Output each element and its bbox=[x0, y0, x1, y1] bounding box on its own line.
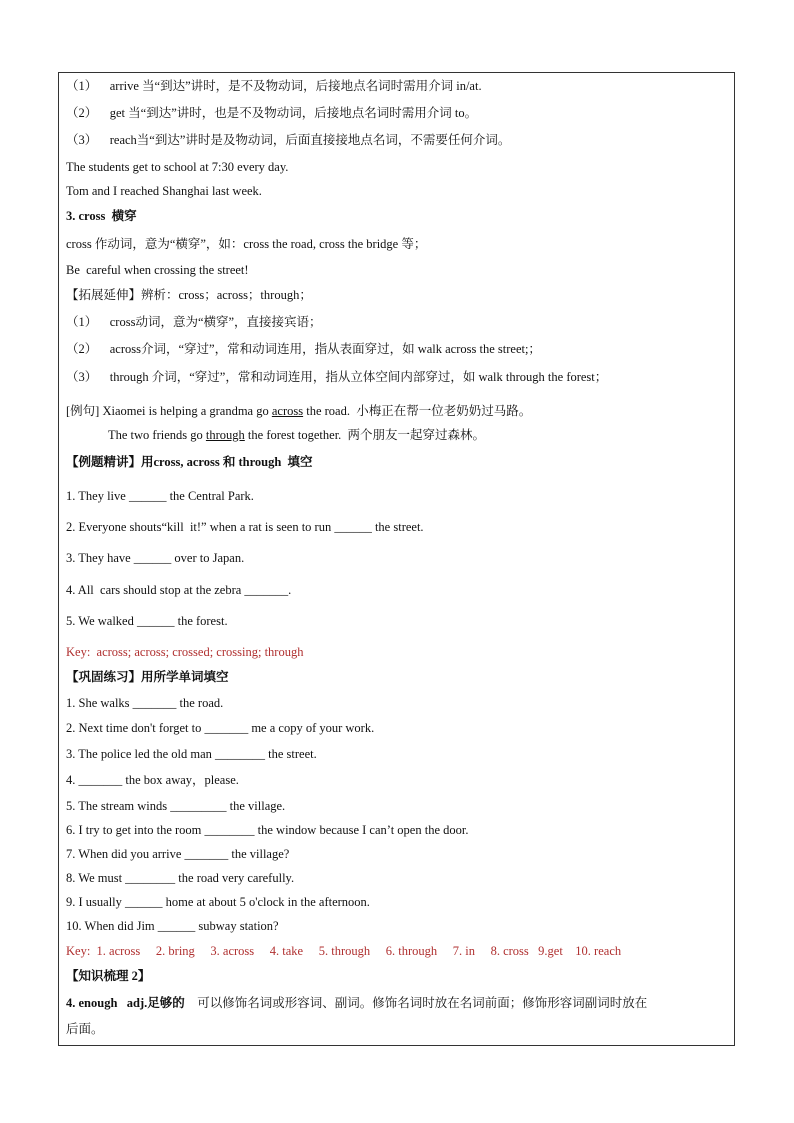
practice-question: 10. When did Jim ______ subway station? bbox=[66, 919, 279, 933]
practice-question: 2. Next time don't forget to _______ me a copy of your work. bbox=[66, 721, 375, 735]
rule-3: （3） reach当“到达”讲时是及物动词，后面直接接地点名词，不需要任何介词。 bbox=[66, 133, 511, 147]
practice-question: 5. The stream winds _________ the village. bbox=[66, 799, 286, 813]
enough-line: 4. enough adj.足够的 可以修饰名词或形容词、副词。修饰名词时放在名词前面；修饰形容词副词时放在 bbox=[66, 996, 648, 1010]
enough-line-continued: 后面。 bbox=[66, 1022, 104, 1036]
practice-question: 1. She walks _______ the road. bbox=[66, 696, 224, 710]
example-sentence-2: Tom and I reached Shanghai last week. bbox=[66, 184, 262, 198]
distinction-2: （2） across介词，“穿过”，常和动词连用，指从表面穿过，如 walk across the street;； bbox=[66, 342, 541, 356]
practice-question: 4. _______ the box away，please. bbox=[66, 773, 239, 787]
rule-2: （2） get 当“到达”讲时，也是不及物动词，后接地点名词时需用介词 to。 bbox=[66, 106, 478, 120]
practice-question: 6. I try to get into the room ________ the window because I can’t open the door. bbox=[66, 823, 469, 837]
answer-key-2: Key: 1. across 2. bring 3. across 4. take 5. through 6. through 7. in 8. cross 9.get 10. reach bbox=[66, 944, 622, 958]
answer-key-1: Key: across; across; crossed; crossing; through bbox=[66, 645, 304, 659]
distinction-1: （1） cross动词，意为“横穿”，直接接宾语； bbox=[66, 315, 322, 329]
practice-question: 9. I usually ______ home at about 5 o'clock in the afternoon. bbox=[66, 895, 370, 909]
rule-1: （1） arrive 当“到达”讲时，是不及物动词，后接地点名词时需用介词 in/at. bbox=[66, 79, 482, 93]
practice-heading: 【巩固练习】用所学单词填空 bbox=[66, 670, 229, 684]
distinction-3: （3） through 介词，“穿过”，常和动词连用，指从立体空间内部穿过，如 walk through the forest； bbox=[66, 370, 608, 384]
practice-question: 8. We must ________ the road very carefully. bbox=[66, 871, 295, 885]
knowledge-heading-2: 【知识梳理 2】 bbox=[66, 969, 151, 983]
practice-question: 3. The police led the old man ________ the street. bbox=[66, 747, 317, 761]
example-sentence-1: The students get to school at 7:30 every day. bbox=[66, 160, 289, 174]
exercise-question: 2. Everyone shouts“kill it!” when a rat is seen to run ______ the street. bbox=[66, 520, 424, 534]
heading-cross: 3. cross 横穿 bbox=[66, 209, 137, 223]
exercise-question: 4. All cars should stop at the zebra _______. bbox=[66, 583, 292, 597]
exercise-heading: 【例题精讲】用cross, across 和 through 填空 bbox=[66, 455, 313, 469]
extension-heading: 【拓展延伸】辨析：cross；across；through； bbox=[66, 288, 312, 302]
exercise-question: 3. They have ______ over to Japan. bbox=[66, 551, 245, 565]
practice-question: 7. When did you arrive _______ the village? bbox=[66, 847, 290, 861]
example-line-1: [例句] Xiaomei is helping a grandma go across the road. 小梅正在帮一位老奶奶过马路。 bbox=[66, 404, 532, 418]
exercise-question: 5. We walked ______ the forest. bbox=[66, 614, 228, 628]
exercise-question: 1. They live ______ the Central Park. bbox=[66, 489, 254, 503]
cross-definition: cross 作动词，意为“横穿”，如：cross the road, cross the bridge 等； bbox=[66, 237, 427, 251]
cross-example: Be careful when crossing the street! bbox=[66, 263, 249, 277]
example-line-2: The two friends go through the forest together. 两个朋友一起穿过森林。 bbox=[108, 428, 486, 442]
